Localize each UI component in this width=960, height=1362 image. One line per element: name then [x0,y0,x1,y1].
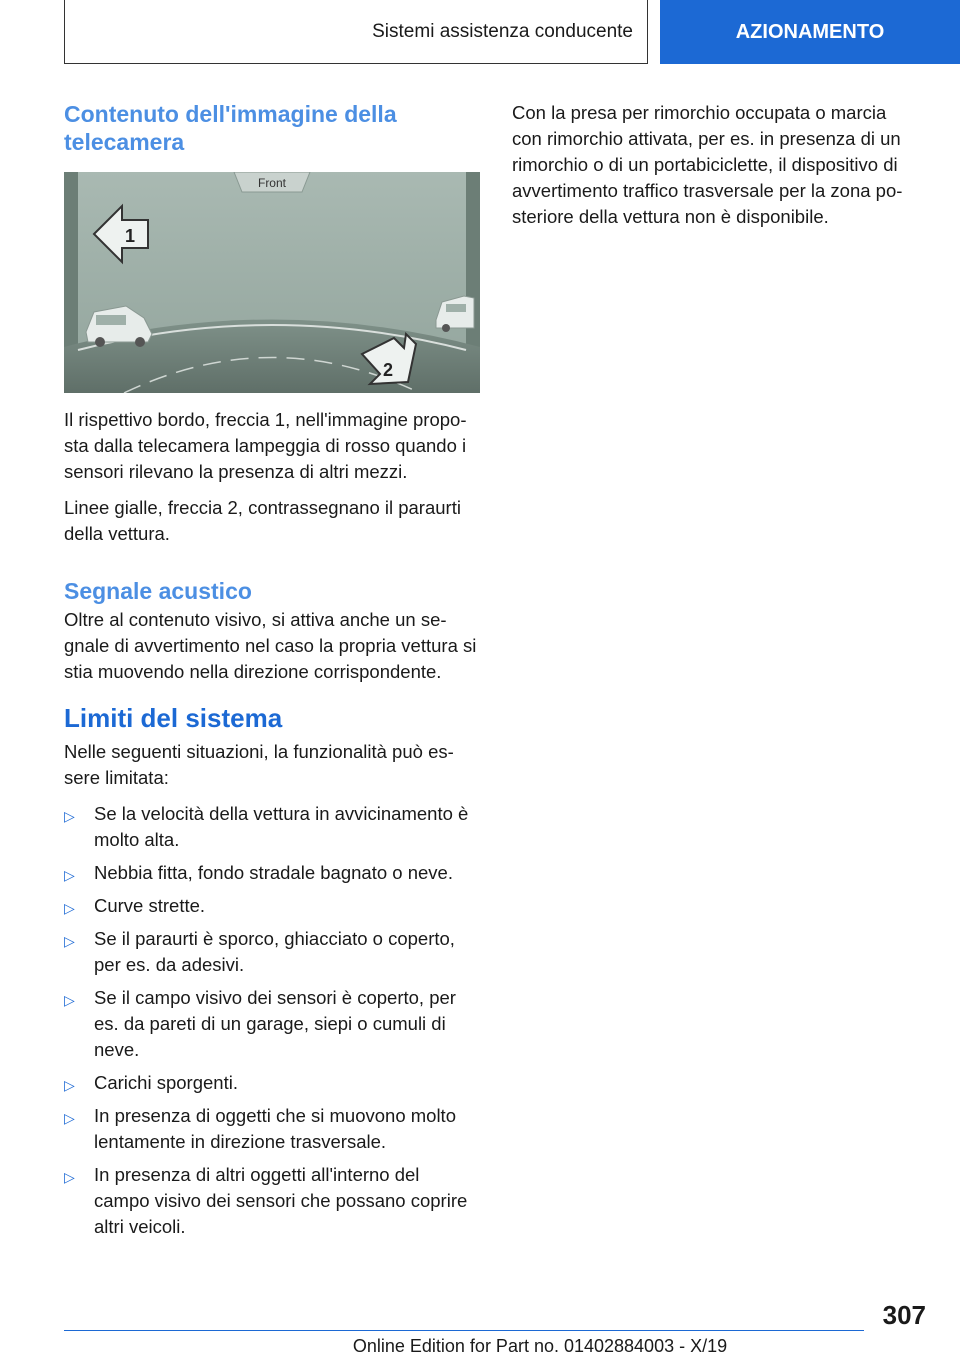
limits-list [64,801,480,1240]
list-item: ▷ Nebbia fitta, fondo stradale bagnato o neve. [64,860,480,886]
header-section-title [64,0,648,64]
footer-edition: Online Edition for Part no. 01402884003 - X/19 [352,1336,728,1356]
acoustic-signal-heading: Segnale acustico [64,578,252,604]
page-number: 307 [882,1300,926,1330]
front-label: Front [257,176,287,190]
trailer-para: Con la presa per rimorchio occupata o marcia con rimorchio attivata, per es. in presenza di un rimorchio o di un portabiciclette, il dispositivo di avvertimento traffico trasversale per la zona po-steriore della vettura non è disponibile. [512,102,903,227]
bullet-triangle-icon: ▷ [64,933,75,949]
bullet-triangle-icon: ▷ [64,867,75,883]
arrow-2-label: 2 [382,360,394,380]
bullet-triangle-icon: ▷ [64,1110,75,1126]
section-title: Sistemi assistenza conducente [372,20,633,42]
chapter-title: AZIONAMENTO [735,20,885,43]
list-item: ▷ Carichi sporgenti. [64,1070,480,1096]
bullet-triangle-icon: ▷ [64,808,75,824]
system-limits-heading: Limiti del sistema [64,703,283,733]
right-column [512,100,912,240]
bullet-triangle-icon: ▷ [64,1077,75,1093]
camera-para-1: Il rispettivo bordo, freccia 1, nell'immagine propo-sta dalla telecamera lampeggia di rosso quando i sensori rilevano la presenza di altri mezzi. [64,409,467,482]
arrow-1-label: 1 [124,226,136,246]
list-item: ▷ Se il campo visivo dei sensori è coperto, per es. da pareti di un garage, siepi o cumuli di neve. [64,987,456,1060]
list-item: ▷ In presenza di oggetti che si muovono molto lentamente in direzione trasversale. [64,1105,456,1152]
acoustic-para: Oltre al contenuto visivo, si attiva anche un se-gnale di avvertimento nel caso la propria vettura si stia muovendo nella direzione corrispondente. [64,609,477,682]
footer-divider [64,1330,864,1331]
limits-intro: Nelle seguenti situazioni, la funzionalità può es-sere limitata: [64,741,454,788]
bullet-triangle-icon: ▷ [64,992,75,1008]
camera-content-heading: Contenuto dell'immagine della telecamera [64,101,397,155]
list-item: ▷ Se la velocità della vettura in avvicinamento è molto alta. [64,803,469,850]
left-column [64,100,480,1247]
bullet-triangle-icon: ▷ [64,1169,75,1185]
camera-image-figure [64,172,480,393]
list-item: ▷ Se il paraurti è sporco, ghiacciato o coperto, per es. da adesivi. [64,928,455,975]
list-item: ▷ In presenza di altri oggetti all'interno del campo visivo dei sensori che possano coprire altri veicoli. [64,1164,468,1237]
list-item: ▷ Curve strette. [64,893,480,919]
header-chapter-tab[interactable] [660,0,960,64]
bullet-triangle-icon: ▷ [64,900,75,916]
camera-para-2: Linee gialle, freccia 2, contrassegnano il paraurti della vettura. [64,497,461,544]
